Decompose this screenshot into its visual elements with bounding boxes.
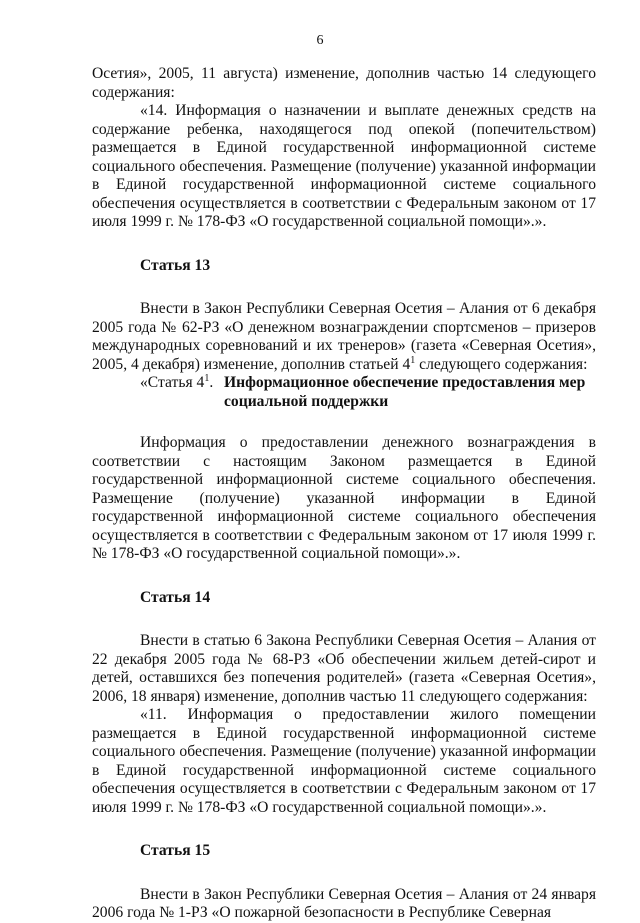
article-14-heading: Статья 14 xyxy=(140,588,211,606)
article-13-paragraph-1: Внести в Закон Республики Северная Осетия – Алания от 6 декабря 2005 года № 62-РЗ «О денежном вознаграждении спортсменов – призеров международных соревнований и их тренеров» (газета «Северная Осетия», 2005, 4 декабря) изменение, дополнив статьей $4^1$ следующего содержания: xyxy=(92,300,596,373)
paragraph-continuation: Осетия», 2005, 11 августа) изменение, дополнив частью 14 следующего содержания: xyxy=(92,65,596,101)
article-14-paragraph-2: «11. Информация о предоставлении жилого помещении размещается в Единой государственной информационной системе социального обеспечения. Размещение (получение) указанной информации в Единой государственной информационной системе социального обеспечения осуществляется в соответствии с Федеральным законом от 17 июля 1999 г. № 178-ФЗ «О государственной социальной помощи».». xyxy=(92,706,596,816)
article-13-heading: Статья 13 xyxy=(140,256,211,274)
article-4-1-title-block xyxy=(140,374,596,411)
article-4-1-title: Информационное обеспечение предоставления мер социальной поддержки xyxy=(224,374,586,410)
article-15-heading: Статья 15 xyxy=(140,842,211,859)
page-number: 6 xyxy=(316,33,324,48)
article-13-paragraph-2: Информация о предоставлении денежного вознаграждения в соответствии с настоящим Законом размещается в Единой государственной информационной системе социального обеспечения. Размещение (получение) указанной информации в Единой государственной информационной системе социального обеспечения осуществляется в соответствии с Федеральным законом от 17 июля 1999 г. № 178-ФЗ «О государственной социальной помощи».». xyxy=(92,434,596,562)
document-body xyxy=(92,65,596,923)
article-4-1-label: «Статья $4^1$. xyxy=(140,373,214,391)
article-15-paragraph-1: Внести в Закон Республики Северная Осетия – Алания от 24 января 2006 года № 1-РЗ «О пожарной безопасности в Республике Северная xyxy=(92,885,596,921)
paragraph-quote-part14: «14. Информация о назначении и выплате денежных средств на содержание ребенка, находящегося под опекой (попечительством) размещается в Единой государственной информационной системе социального обеспечения. Размещение (получение) указанной информации в Единой государственной информационной системе социального обеспечения осуществляется в соответствии с Федеральным законом от 17 июля 1999 г. № 178-ФЗ «О государственной социальной помощи».». xyxy=(92,102,596,230)
article-14-paragraph-1: Внести в статью 6 Закона Республики Северная Осетия – Алания от 22 декабря 2005 года № 68-РЗ «Об обеспечении жильем детей-сирот и детей, оставшихся без попечения родителей» (газета «Северная Осетия», 2006, 18 января) изменение, дополнив частью 11 следующего содержания: xyxy=(92,632,596,705)
